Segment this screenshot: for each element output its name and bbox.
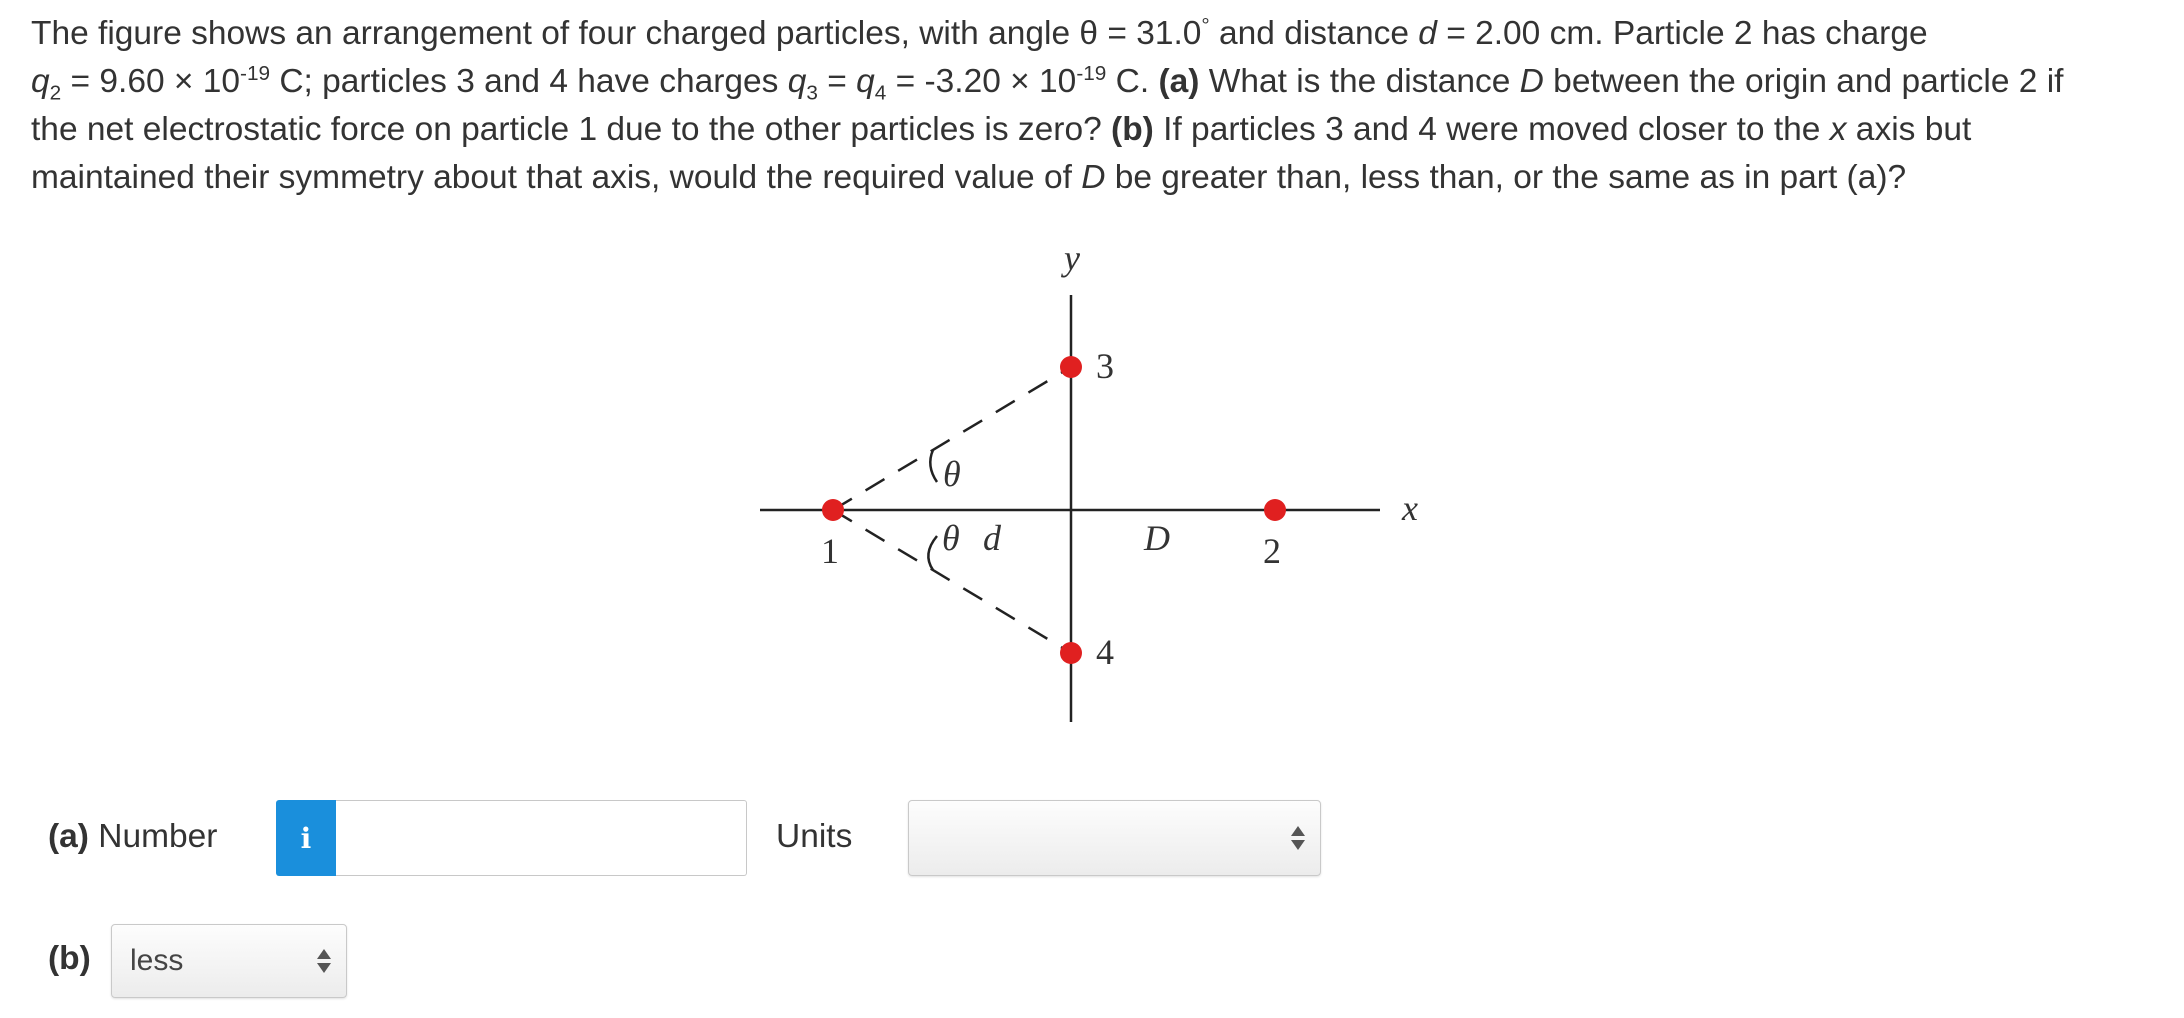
units-label: Units — [776, 818, 853, 855]
theta-arc-lower — [928, 536, 937, 570]
select-arrows-icon — [1290, 824, 1306, 852]
text: The figure shows an arrangement of four charged particles, with angle θ = 31.0 — [31, 15, 1202, 52]
particle-2 — [1264, 499, 1286, 521]
question-line-2 — [31, 58, 2151, 106]
var-D: D — [1081, 159, 1106, 196]
x-axis-label: x — [1402, 488, 1418, 528]
question-line-3 — [31, 106, 2151, 154]
theta-lower-label: θ — [942, 518, 960, 558]
theta-arc-upper — [930, 450, 937, 482]
text: axis but — [1846, 111, 1972, 148]
text: C. — [1106, 63, 1159, 100]
part-b-tag: (b) — [1111, 111, 1154, 148]
exponent: -19 — [1076, 61, 1107, 85]
var-x: x — [1829, 111, 1847, 148]
part-a-number-label — [48, 818, 217, 856]
part-b-selected-value: less — [130, 944, 184, 977]
particle-4-label: 4 — [1096, 632, 1114, 672]
part-a-tag: (a) — [48, 818, 89, 855]
subscript: 3 — [806, 81, 818, 105]
units-select[interactable] — [908, 800, 1321, 876]
question-line-1 — [31, 10, 2151, 58]
var-d: d — [1418, 15, 1437, 52]
text: C; particles 3 and 4 have charges — [270, 63, 788, 100]
var-q: q — [787, 63, 807, 100]
particle-4 — [1060, 642, 1082, 664]
text: If particles 3 and 4 were moved closer to the — [1153, 111, 1830, 148]
distance-D-label: D — [1144, 518, 1170, 558]
text: = — [817, 63, 857, 100]
subscript: 2 — [49, 81, 62, 105]
text: = -3.20 × 10 — [886, 63, 1077, 100]
text: = 9.60 × 10 — [61, 63, 241, 100]
text: be greater than, less than, or the same as in part (a)? — [1105, 159, 1907, 196]
particle-1-label: 1 — [821, 531, 839, 571]
particle-2-label: 2 — [1263, 531, 1281, 571]
subscript: 4 — [874, 81, 887, 105]
var-q: q — [31, 63, 50, 100]
text: What is the distance — [1199, 63, 1520, 100]
particle-1 — [822, 499, 844, 521]
select-arrows-icon — [316, 947, 332, 975]
distance-d-label: d — [983, 518, 1001, 558]
var-D: D — [1519, 63, 1544, 100]
number-label-text: Number — [88, 818, 218, 855]
text: the net electrostatic force on particle 1 due to the other particles is zero? — [31, 111, 1112, 148]
particle-3-label: 3 — [1096, 346, 1114, 386]
part-b-select[interactable] — [111, 924, 347, 998]
text: maintained their symmetry about that axis, would the required value of — [31, 159, 1082, 196]
info-icon[interactable]: i — [276, 800, 336, 876]
text: = 2.00 cm. Particle 2 has charge — [1436, 15, 1928, 52]
part-a-tag: (a) — [1158, 63, 1200, 100]
text: between the origin and particle 2 if — [1543, 63, 2064, 100]
particle-3 — [1060, 356, 1082, 378]
exponent: -19 — [240, 61, 271, 85]
part-b-label — [48, 940, 91, 978]
charge-arrangement-figure — [700, 230, 1450, 740]
number-input[interactable] — [336, 800, 747, 876]
question-line-4 — [31, 154, 2151, 202]
text: and distance — [1209, 15, 1419, 52]
var-q: q — [856, 63, 875, 100]
degree-symbol: ° — [1201, 13, 1210, 37]
theta-upper-label: θ — [943, 454, 961, 494]
y-axis-label: y — [1064, 238, 1080, 278]
question-text — [31, 10, 2151, 202]
part-b-tag: (b) — [48, 940, 91, 977]
